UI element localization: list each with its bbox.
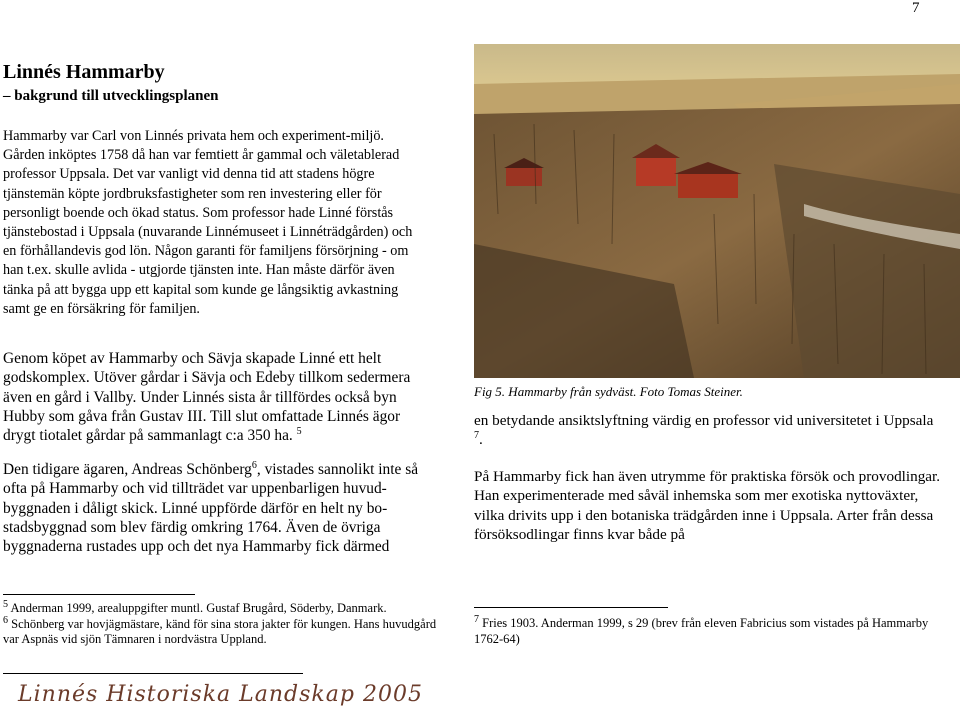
paragraph-intro: Hammarby var Carl von Linnés privata hem och experiment-miljö. Gården inköptes 1758 då han var femtiett år gammal och väletablerad professor Uppsala. Det var vanligt vid denna tid att stadens högre tjänstemän köpte jordbruksfastigheter som ren investering eller för personligt boende och ökad status. Som professor hade Linné förstås tjänstebostad i Uppsala (nuvarande Linnémuseet i Linnéträdgården) och en förhållandevis god lön. Någon garanti för familjens försörjning - om han t.ex. skulle avlida - utgjorde tjänsten inte. Han måste därför även tänka på att bygga upp ett kapital som kunde ge långsiktig avkastning samt ge en försäkring för familjen. (3, 128, 413, 317)
footnote-number: 5 (3, 598, 8, 610)
footnote-text: Fries 1903. Anderman 1999, s 29 (brev från eleven Fabricius som vistades på Hammarby 1762-64) (474, 616, 929, 646)
footnotes-right (474, 613, 944, 647)
hammarby-photo (474, 44, 960, 378)
footnote-7 (474, 613, 944, 647)
paragraph-experiments: På Hammarby fick han även utrymme för praktiska försök och provodlingar. Han experimenterade med såväl inhemska som mer exotiska nyttoväxter, vilka drivits upp i den botaniska trädgården inne i Uppsala. Arter från dessa försöksodlingar finns kvar både på (474, 468, 941, 543)
bottom-divider (3, 673, 303, 674)
page-number: 7 (912, 0, 920, 16)
paragraph-previous-owner-b: , vistades sannolikt inte så ofta på Hammarby och vid tillträdet var uppenbarligen huvud-byggnaden i dåligt skick. Linné uppförde därför en helt ny bo-stadsbyggnad som blev färdig omkring 1764. Även de övriga byggnaderna rustades upp och det nya Hammarby fick därmed (3, 461, 419, 556)
footnote-ref-7: 7 (474, 430, 479, 442)
footnote-number: 7 (474, 613, 479, 625)
series-logo: Linnés Historiska Landskap 2005 (18, 682, 423, 707)
paragraph-estate (3, 349, 423, 445)
photo-caption: Fig 5. Hammarby från sydväst. Foto Tomas Steiner. (474, 384, 743, 399)
footnote-ref-5: 5 (296, 426, 302, 438)
footnote-5 (3, 598, 443, 617)
footnote-text: Schönberg var hovjägmästare, känd för sina stora jakter för kungen. Hans huvudgård var Aspnäs vid sjön Tämnaren i nordvästra Uppland. (3, 616, 437, 646)
paragraph-facelift (474, 411, 944, 450)
paragraph-facelift-text: en betydande ansiktslyftning värdig en professor vid universitetet i Uppsala (474, 412, 934, 429)
footnote-number: 6 (3, 614, 8, 626)
footnote-divider-right (474, 607, 668, 608)
paragraph-previous-owner (3, 460, 423, 556)
paragraph-facelift-end: . (479, 431, 483, 449)
footnote-6 (3, 614, 443, 648)
footnote-ref-6: 6 (251, 459, 257, 471)
heading-block (3, 60, 423, 106)
footnotes-left (3, 598, 443, 648)
footnote-text: Anderman 1999, arealuppgifter muntl. Gustaf Brugård, Söderby, Danmark. (10, 601, 387, 615)
paragraph-previous-owner-a: Den tidigare ägaren, Andreas Schönberg (3, 461, 252, 478)
paragraph-estate-text: Genom köpet av Hammarby och Sävja skapade Linné ett helt godskomplex. Utöver gårdar i Sävja och Edeby tillkom sedermera även en gård i Vallby. Under Linnés sista år tillfördes också byn Hubby som gåva från Gustav III. Till slut omfattade Linnés ägor drygt tiotalet gårdar på sammanlagt c:a 350 ha. (3, 350, 411, 445)
page-subtitle: – bakgrund till utvecklingsplanen (3, 88, 219, 104)
footnote-divider-left (3, 594, 195, 595)
page-title: Linnés Hammarby (3, 61, 165, 83)
